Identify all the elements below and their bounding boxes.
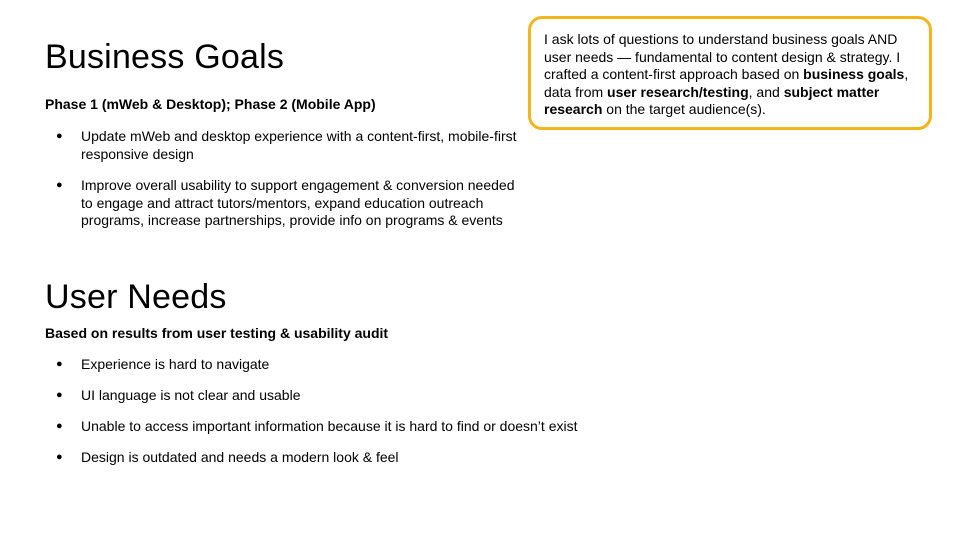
list-item-text: Update mWeb and desktop experience with a content-first, mobile-first responsive design [81,128,517,162]
bullet-icon: ● [56,420,63,432]
callout-bold-text: subject matter research [544,83,880,117]
list-item-text: Improve overall usability to support engagement & conversion needed to engage and attract tutors/mentors, expand education outreach programs, increase partnerships, provide info on programs & events [81,177,515,228]
callout-bold-text: business goals [803,66,905,82]
list-item [45,177,525,230]
business-goals-list [45,128,525,230]
bullet-icon: ● [56,358,63,370]
callout-box [528,16,932,130]
callout-bold-text: user research/testing [607,83,749,100]
business-goals-subheading: Phase 1 (mWeb & Desktop); Phase 2 (Mobile App) [45,96,376,112]
callout-text: , and [748,83,784,100]
bullet-icon: ● [56,179,63,191]
user-needs-heading: User Needs [45,278,227,316]
bullet-icon: ● [56,130,63,142]
bullet-icon: ● [56,451,63,463]
callout-text: on the target audience(s). [602,101,766,117]
user-needs-list [45,356,645,467]
list-item [45,356,645,374]
list-item-text: UI language is not clear and usable [81,387,301,403]
callout-text: , data from [544,66,909,100]
list-item [45,418,645,436]
list-item [45,449,645,467]
list-item-text: Design is outdated and needs a modern look & feel [81,449,399,465]
business-goals-heading: Business Goals [45,38,285,76]
list-item [45,128,525,163]
callout-text: I ask lots of questions to understand business goals AND user needs — fundamental to content design & strategy. I crafted a content-first approach based on [544,31,901,82]
list-item-text: Unable to access important information because it is hard to find or doesn’t exist [81,418,578,434]
bullet-icon: ● [56,389,63,401]
list-item-text: Experience is hard to navigate [81,356,270,372]
list-item [45,387,645,405]
user-needs-subheading: Based on results from user testing & usability audit [45,325,389,341]
